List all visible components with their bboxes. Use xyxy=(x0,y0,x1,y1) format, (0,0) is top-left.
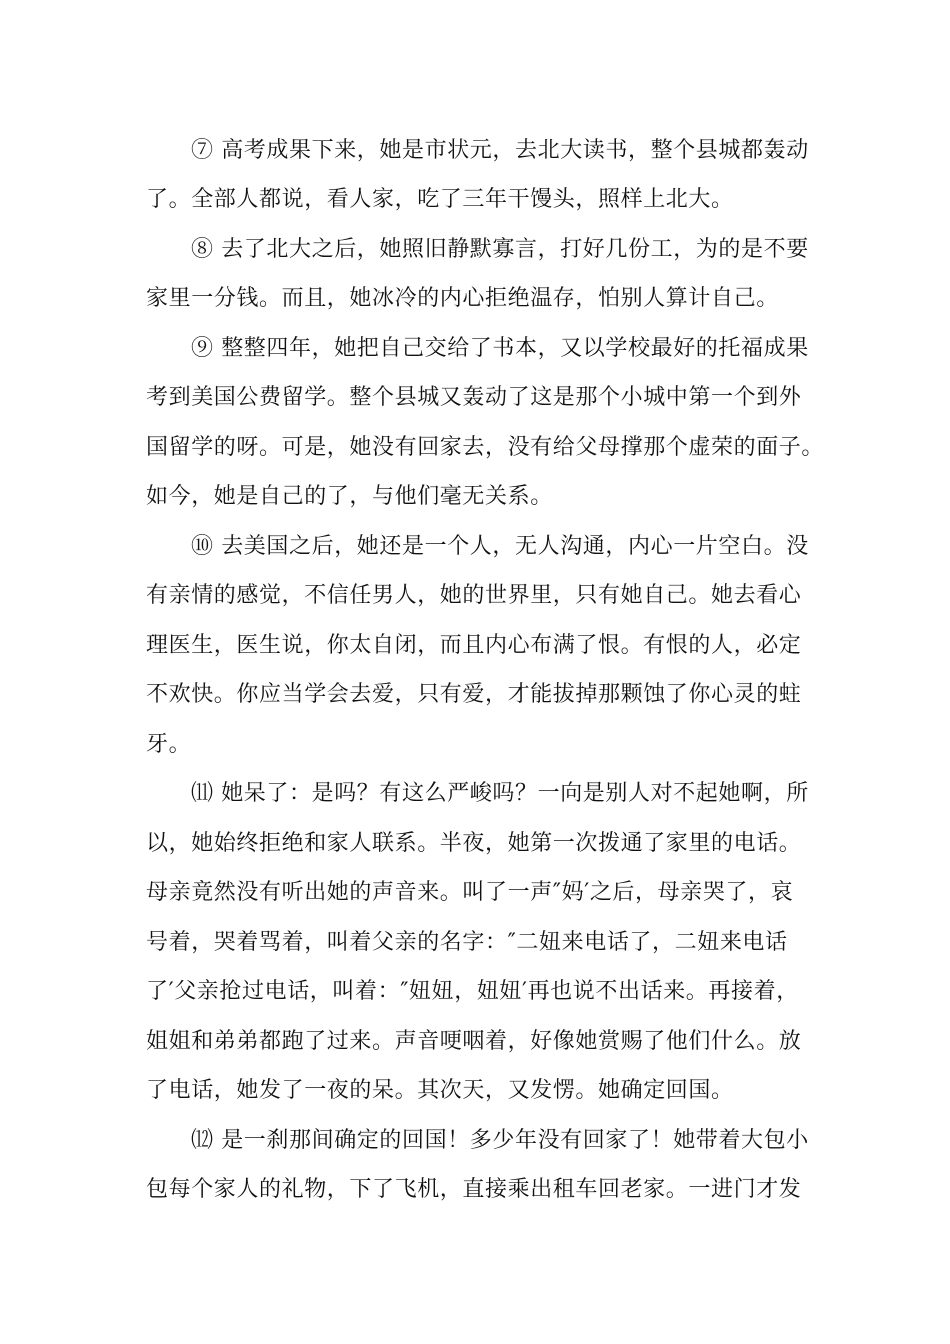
paragraph-line: 考到美国公费留学。整个县城又轰动了这是那个小城中第一个到外 xyxy=(146,385,802,410)
paragraph-line: 母亲竟然没有听出她的声音来。叫了一声″妈′之后，母亲哭了，哀 xyxy=(146,880,794,905)
paragraph-line: 不欢快。你应当学会去爱，只有爱，才能拔掉那颗蚀了你心灵的蛀 xyxy=(146,682,802,707)
paragraph-line: ⑨ 整整四年，她把自己交给了书本，又以学校最好的托福成果 xyxy=(191,336,809,361)
paragraph-line: 牙。 xyxy=(146,732,192,757)
paragraph-line: ⑦ 高考成果下来，她是市状元，去北大读书，整个县城都轰动 xyxy=(191,138,809,163)
paragraph-line: ⑾ 她呆了：是吗？有这么严峻吗？一向是别人对不起她啊，所 xyxy=(191,781,809,806)
paragraph-line: 家里一分钱。而且，她冰冷的内心拒绝温存，怕别人算计自己。 xyxy=(146,286,779,311)
paragraph-line: 如今，她是自己的了，与他们毫无关系。 xyxy=(146,484,553,509)
paragraph-line: ⑩ 去美国之后，她还是一个人，无人沟通，内心一片空白。没 xyxy=(191,534,809,559)
paragraph-line: ⑿ 是一刹那间确定的回国！多少年没有回家了！她带着大包小 xyxy=(191,1128,809,1153)
paragraph-line: 姐姐和弟弟都跑了过来。声音哽咽着，好像她赏赐了他们什么。放 xyxy=(146,1029,802,1054)
paragraph-line: 包每个家人的礼物，下了飞机，直接乘出租车回老家。一进门才发 xyxy=(146,1177,802,1202)
paragraph-line: 理医生，医生说，你太自闭，而且内心布满了恨。有恨的人，必定 xyxy=(146,633,802,658)
paragraph-line: ⑧ 去了北大之后，她照旧静默寡言，打好几份工，为的是不要 xyxy=(191,237,809,262)
paragraph-line: 了。全部人都说，看人家，吃了三年干馒头，照样上北大。 xyxy=(146,187,734,212)
paragraph-line: 号着，哭着骂着，叫着父亲的名字：″二妞来电话了，二妞来电话 xyxy=(146,930,788,955)
paragraph-line: 有亲情的感觉，不信任男人，她的世界里，只有她自己。她去看心 xyxy=(146,583,802,608)
paragraph-line: 国留学的呀。可是，她没有回家去，没有给父母撑那个虚荣的面子。 xyxy=(146,435,825,460)
paragraph-line: 了电话，她发了一夜的呆。其次天，又发愣。她确定回国。 xyxy=(146,1078,734,1103)
paragraph-line: 了′父亲抢过电话，叫着：″妞妞，妞妞′再也说不出话来。再接着， xyxy=(146,979,799,1004)
paragraph-line: 以，她始终拒绝和家人联系。半夜，她第一次拨通了家里的电话。 xyxy=(146,831,802,856)
